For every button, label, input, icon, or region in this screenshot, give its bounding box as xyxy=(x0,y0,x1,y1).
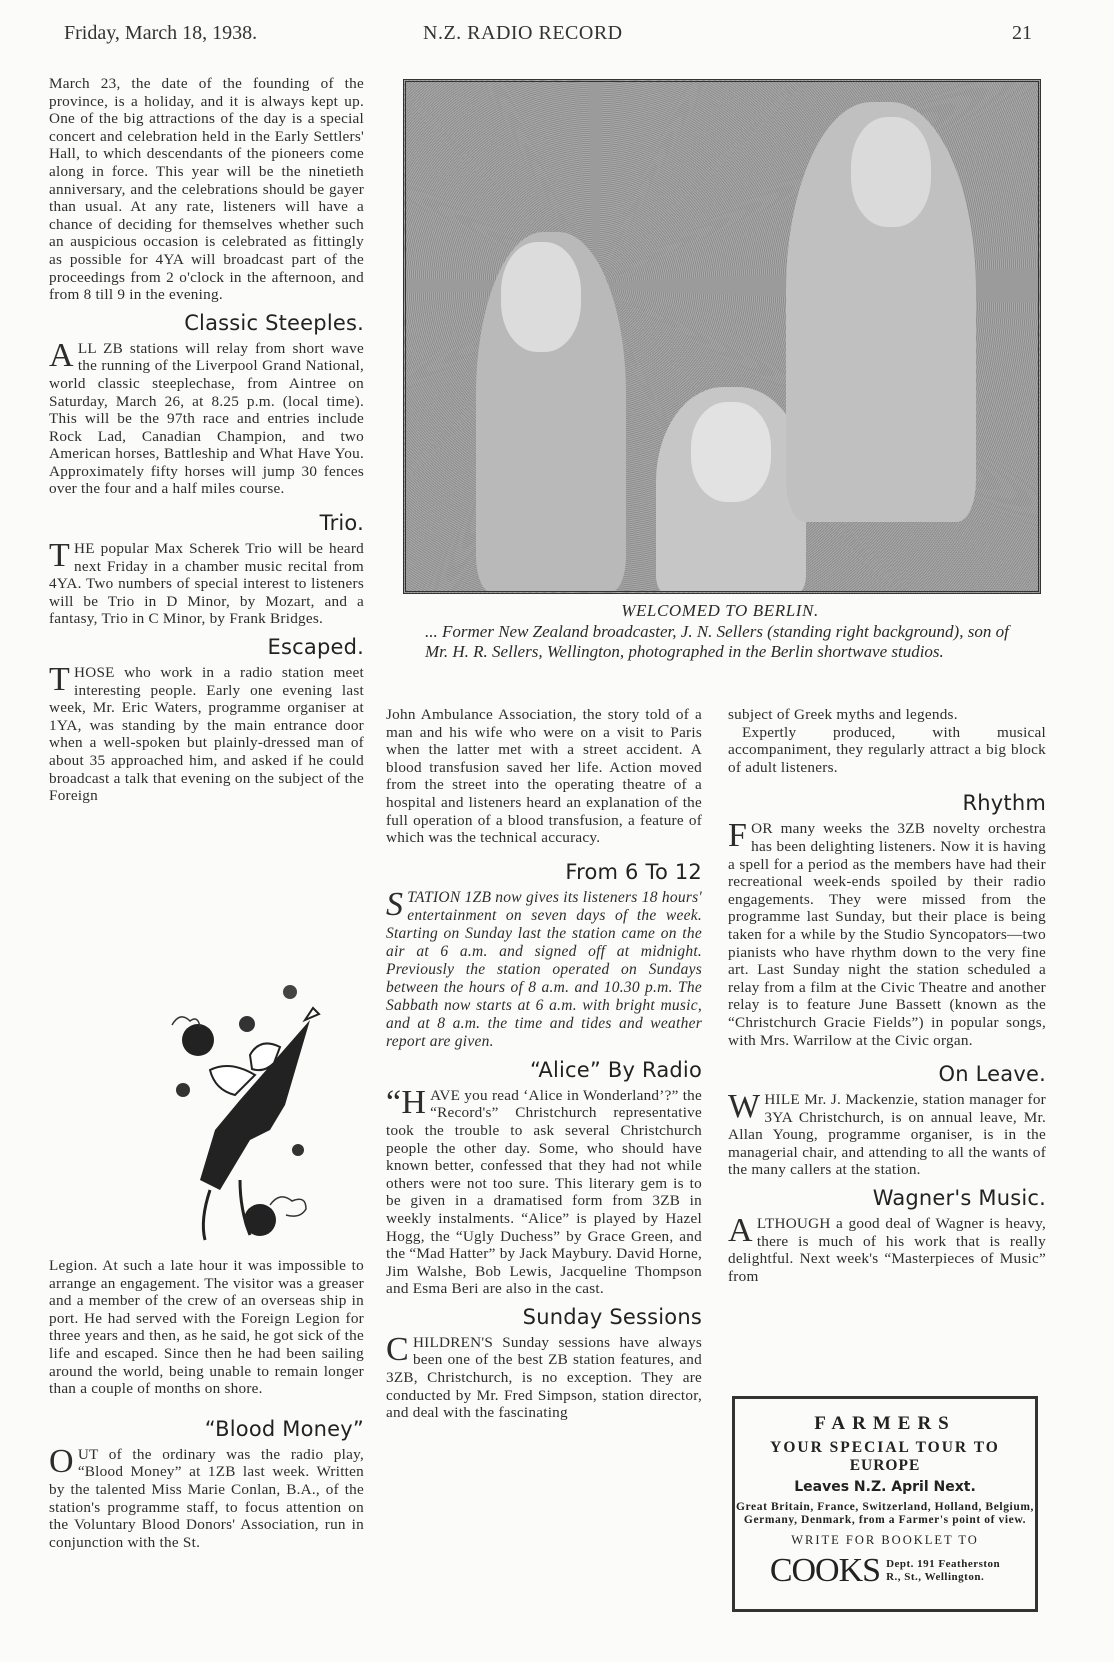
ad-subheadline: YOUR SPECIAL TOUR TO xyxy=(770,1439,1000,1456)
middle-column xyxy=(386,706,702,1422)
article-sunday-sessions-continued-2: Expertly produced, with musical accompaniment, they regularly attract a big block of adult listeners. xyxy=(728,723,1046,776)
issue-date: Friday, March 18, 1938. xyxy=(64,22,258,44)
drop-cap: A xyxy=(728,1212,753,1250)
article-rhythm: FOR many weeks the 3ZB novelty orchestra has been delighting listeners. Now it is having a spell for a period as the members have had their recreational week-ends spoiled by their radio engagements. They were missed from the programme last Sunday, but their place is being taken for a while by the Studio Syncopators—two pianists who have rhythm down to the very fine art. Last Sunday night the station scheduled a relay from a film at the Civic Theatre and another relay is to feature June Bassett (known as the “Christchurch Gracie Fields”) in popular songs, with Mrs. Warrilow at the Civic organ. xyxy=(728,817,1046,1049)
heading-escaped: Escaped. xyxy=(267,635,364,660)
article-escaped: THOSE who work in a radio station meet interesting people. Early one evening last week, Mr. Eric Waters, programme organiser at 1YA, was standing by the main entrance door when a well-spoken but plainly-dressed man of about 35 approached him, and asked if he could broadcast a talk that evening on the subject of the Foreign xyxy=(49,661,364,805)
publication-title: N.Z. RADIO RECORD xyxy=(423,22,623,44)
cooks-farmers-tour-advertisement xyxy=(732,1396,1038,1612)
figure-legs xyxy=(203,1180,250,1240)
article-wagners-music: ALTHOUGH a good deal of Wagner is heavy, there is much of his work that is really delightful. Next week's “Masterpieces of Music” from xyxy=(728,1212,1046,1285)
ad-countries: Great Britain, France, Switzerland, Holland, Belgium, Germany, Denmark, from a Farmer's point of view. xyxy=(736,1501,1034,1526)
heading-rhythm: Rhythm xyxy=(962,791,1046,816)
cannonball xyxy=(182,1024,214,1056)
heading-from-6-to-12: From 6 To 12 xyxy=(565,859,702,884)
ad-destination: EUROPE xyxy=(849,1457,921,1474)
ad-call-to-action: WRITE FOR BOOKLET TO xyxy=(791,1533,979,1547)
figure-head-left xyxy=(501,242,581,352)
cannonball xyxy=(283,985,297,999)
figure-body xyxy=(200,1020,310,1190)
cannonball xyxy=(176,1083,190,1097)
heading-sunday-sessions: Sunday Sessions xyxy=(522,1304,702,1329)
photo-caption-title: WELCOMED TO BERLIN. xyxy=(621,601,819,620)
heading-alice-by-radio: “Alice” By Radio xyxy=(530,1057,702,1082)
article-trio: THE popular Max Scherek Trio will be heard next Friday in a chamber music recital from 4YA. Two numbers of special interest to listeners will be Trio in D Minor, by Mozart, and a fantasy, Trio in C Minor, by Frank Bridges. xyxy=(49,537,364,628)
intro-paragraph: March 23, the date of the founding of the province, is a holiday, and it is always kept up. One of the big attractions of the day is a special concert and celebration held in the Early Settlers' Hall, to which descendants of the pioneers come along in force. This year will be the ninetieth anniversary, and the celebrations should be gayer than usual. At any rate, listeners will have a chance of deciding for themselves whether such an auspicious occasion is celebrated as fittingly as possible for 4YA will broadcast part of the proceedings from 2 o'clock in the afternoon, and from 8 till 9 in the evening. xyxy=(49,75,364,304)
article-from-6-to-12: STATION 1ZB now gives its listeners 18 hours' entertainment on seven days of the week. Starting on Sunday last the station came on the air at 6 a.m. and signed off at midnight. Previously the station operated on Sundays between the hours of 8 a.m. and 10.30 p.m. The Sabbath now starts at 6 a.m. with bright music, and at 8 a.m. the time and tides and weather report are given. xyxy=(386,885,702,1050)
left-column-lower xyxy=(49,1257,364,1551)
photograph-berlin-studio xyxy=(403,79,1041,594)
ad-address: Dept. 191 Featherston R., St., Wellington. xyxy=(886,1558,1001,1583)
left-column xyxy=(49,75,364,805)
drop-cap: A xyxy=(49,336,74,374)
drop-cap: T xyxy=(49,661,71,699)
figure-hand xyxy=(305,1008,319,1020)
page-number: 21 xyxy=(1012,22,1032,44)
heading-trio: Trio. xyxy=(319,511,364,536)
figure-head-seated xyxy=(691,402,771,502)
drop-cap: “H xyxy=(386,1083,427,1121)
photo-caption-text: ... Former New Zealand broadcaster, J. N. Sellers (standing right background), son of Mr. H. R. Sellers, Wellington, photographed in the Berlin shortwave studios. xyxy=(425,622,1009,661)
ad-departure: Leaves N.Z. April Next. xyxy=(794,1479,976,1495)
drop-cap: F xyxy=(728,817,748,855)
drop-cap: O xyxy=(49,1442,74,1480)
article-blood-money: OUT of the ordinary was the radio play, “Blood Money” at 1ZB last week. Written by the talented Miss Marie Conlan, B.A., of the station's programme staff, to focus attention on the Voluntary Blood Donors' Association, run in conjunction with the St. xyxy=(49,1442,364,1551)
heading-blood-money: “Blood Money” xyxy=(204,1416,364,1441)
heading-classic-steeples: Classic Steeples. xyxy=(184,310,364,335)
ad-headline: FARMERS xyxy=(814,1413,956,1434)
article-sunday-sessions-continued: subject of Greek myths and legends. xyxy=(728,706,958,723)
ad-footer xyxy=(735,1552,1035,1590)
heading-on-leave: On Leave. xyxy=(938,1062,1046,1087)
drop-cap: T xyxy=(49,537,71,575)
heading-wagners-music: Wagner's Music. xyxy=(872,1186,1046,1211)
cannonball xyxy=(292,1144,304,1156)
article-blood-money-continued: John Ambulance Association, the story told of a man and his wife who were on a visit to Paris when the latter met with a street accident. A blood transfusion saved her life. Action moved from the street into the operating theatre of a hospital and listeners heard an explanation of the full operation of a blood transfusion, a feature of which was the technical accuracy. xyxy=(386,706,702,847)
drop-cap: W xyxy=(728,1088,761,1126)
smoke-puff xyxy=(270,1197,306,1216)
article-alice-by-radio: “HAVE you read ‘Alice in Wonderland’?” the “Record's” Christchurch representative took the trouble to ask several Christchurch people the other day. Some, who should have known better, confessed that they had not while others were not too sure. This literary gem is to be given in a dramatised form from 3ZB in weekly instalments. “Alice” is played by Hazel Hogg, the “Ugly Duchess” by Grace Green, and the “Mad Hatter” by Jack Maybury. David Horne, Jim Walshe, Bob Lewis, Jacqueline Thompson and Esma Beri are also in the cast. xyxy=(386,1083,702,1298)
article-on-leave: WHILE Mr. J. Mackenzie, station manager for 3YA Christchurch, is on annual leave, Mr. Allan Young, programme organiser, is in the managerial chair, and attending to all the wants of the many callers at the station. xyxy=(728,1088,1046,1179)
right-column xyxy=(728,706,1046,1285)
article-sunday-sessions: CHILDREN'S Sunday sessions have always been one of the best ZB station features, and 3ZB, Christchurch, is no exception. They are conducted by Mr. Fred Simpson, station director, and deal with the fascinating xyxy=(386,1330,702,1422)
ad-brand-logo: COOKS xyxy=(769,1552,881,1589)
article-escaped-continued: Legion. At such a late hour it was impossible to arrange an engagement. The visitor was a greaser and a member of the crew of an overseas ship in port. He had served with the Foreign Legion for three years and then, as he said, he got sick of the life and escaped. Since then he had been sailing around the world, being unable to remain longer than a couple of months on shore. xyxy=(49,1257,364,1398)
figure-head-right xyxy=(851,117,931,227)
drop-cap: C xyxy=(386,1330,409,1368)
legionnaire-illustration xyxy=(120,980,340,1245)
cannonball xyxy=(239,1016,255,1032)
article-classic-steeples: ALL ZB stations will relay from short wave the running of the Liverpool Grand National, world classic steeplechase, from Aintree on Saturday, March 26, at 8.25 p.m. (local time). This will be the 97th race and entries include Rock Lad, Canadian Champion, and two American horses, Battleship and What Have You. Approximately fifty horses will jump 30 fences over the four and a half miles course. xyxy=(49,336,364,498)
drop-cap: S xyxy=(386,885,404,923)
